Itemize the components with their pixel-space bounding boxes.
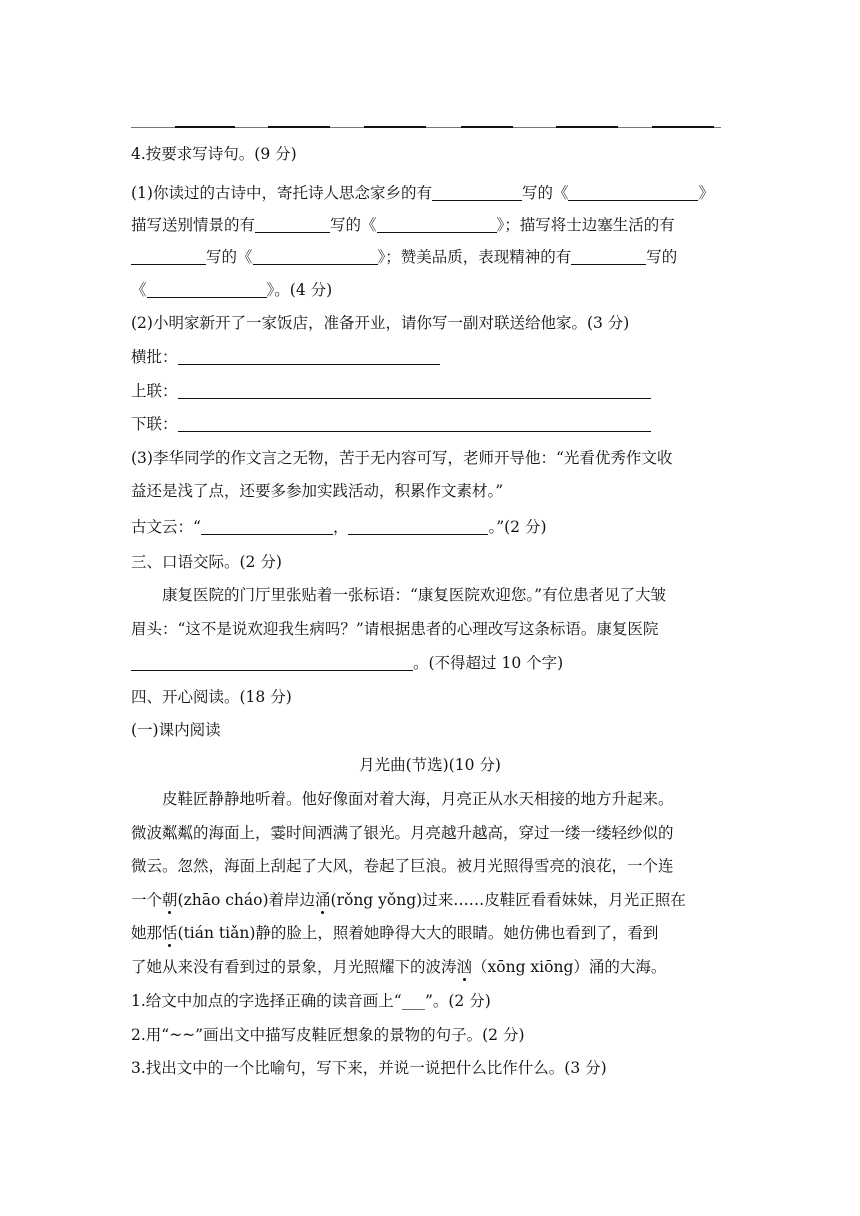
- xialian-blank[interactable]: [178, 415, 651, 432]
- answer-blank[interactable]: [571, 248, 646, 265]
- text: 》: [698, 184, 714, 202]
- q4-part1-line3: [131, 246, 731, 268]
- text: ，: [332, 518, 349, 536]
- question-3: 3.找出文中的一个比喻句，写下来，并说一说把什么比作什么。(3 分): [131, 1059, 607, 1077]
- text: (1)你读过的古诗中，寄托诗人思念家乡的有: [131, 184, 432, 202]
- q4-part1-line4: [131, 279, 731, 301]
- text: 》。(4 分): [266, 281, 333, 299]
- label: 横批：: [131, 348, 178, 366]
- q4-part3-line3: [131, 516, 731, 538]
- text: 写的《: [330, 216, 377, 234]
- text: 》；赞美品质，表现精神的有: [377, 248, 572, 266]
- q4-part1-line1: [131, 182, 731, 204]
- answer-blank[interactable]: [253, 248, 378, 265]
- section-4-subtitle: (一)课内阅读: [131, 721, 221, 739]
- dotted-char: 朝: [162, 891, 178, 909]
- text: 描写送别情景的有: [131, 216, 256, 234]
- passage-line4: [131, 889, 731, 911]
- dotted-char: 汹: [456, 958, 473, 976]
- text: （xōng xiōng）涌的大海。: [472, 958, 667, 976]
- text: 。”(2 分): [488, 518, 547, 536]
- text: 一个: [131, 891, 163, 909]
- q4-part1-line2: [131, 214, 731, 236]
- dotted-char: 涌: [315, 891, 331, 909]
- hengpi-blank[interactable]: [178, 348, 440, 365]
- text: (tián tiǎn)静的脸上，照着她睁得大大的眼睛。她仿佛也看到了，看到: [177, 924, 659, 942]
- question-4-title: 4.按要求写诗句。(9 分): [131, 145, 297, 163]
- label: 下联：: [131, 415, 178, 433]
- passage-line3: 微云。忽然，海面上刮起了大风，卷起了巨浪。被月光照得雪亮的浪花，一个连: [131, 857, 674, 875]
- text: 写的《: [206, 248, 253, 266]
- dotted-char: 恬: [162, 924, 178, 942]
- slogan-blank[interactable]: [131, 654, 413, 671]
- shanglian-blank[interactable]: [178, 382, 651, 399]
- q4-part3-line2: 益还是浅了点，还要多参加实践活动，积累作文素材。”: [131, 482, 504, 500]
- answer-blank[interactable]: [255, 216, 330, 233]
- xialian-line: [131, 413, 731, 435]
- text: 古文云：“: [131, 518, 201, 536]
- passage-line2: 微波粼粼的海面上，霎时间洒满了银光。月亮越升越高，穿过一缕一缕轻纱似的: [131, 824, 674, 842]
- text: 了她从来没有看到过的景象，月光照耀下的波涛: [131, 958, 457, 976]
- question-1: 1.给文中加点的字选择正确的读音画上“___”。(2 分): [131, 992, 491, 1010]
- answer-blank[interactable]: [131, 248, 206, 265]
- passage-line1: 皮鞋匠静静地听着。他好像面对着大海，月亮正从水天相接的地方升起来。: [162, 790, 674, 808]
- answer-blank[interactable]: [201, 518, 333, 535]
- answer-blank[interactable]: [377, 216, 497, 233]
- answer-blank[interactable]: [147, 281, 267, 298]
- passage-line6: [131, 956, 731, 978]
- section-3-line3: [131, 652, 731, 674]
- text: 》；描写将士边塞生活的有: [496, 216, 675, 234]
- shanglian-line: [131, 380, 731, 402]
- answer-blank[interactable]: [348, 518, 488, 535]
- text: 。(不得超过 10 个字): [413, 654, 564, 672]
- section-3-title: 三、口语交际。(2 分): [131, 553, 282, 571]
- answer-blank[interactable]: [432, 184, 522, 201]
- section-3-line2: 眉头：“这不是说欢迎我生病吗？”请根据患者的心理改写这条标语。康复医院: [131, 620, 659, 638]
- passage-line5: [131, 922, 731, 944]
- text: 她那: [131, 924, 163, 942]
- text: 写的: [646, 248, 678, 266]
- passage-title: 月光曲(节选)(10 分): [359, 756, 501, 774]
- question-2: 2.用“~~”画出文中描写皮鞋匠想象的景物的句子。(2 分): [131, 1026, 525, 1044]
- text: (rǒng yǒng)过来……皮鞋匠看看妹妹，月光正照在: [330, 891, 686, 909]
- label: 上联：: [131, 382, 178, 400]
- q4-part3-line1: (3)李华同学的作文言之无物，苦于无内容可写，老师开导他：“光看优秀作文收: [131, 449, 673, 467]
- text: (zhāo cháo)着岸边: [177, 891, 316, 909]
- section-3-line1: 康复医院的门厅里张贴着一张标语：“康复医院欢迎您。”有位患者见了大皱: [162, 586, 667, 604]
- text: 写的《: [521, 184, 569, 202]
- hengpi-line: [131, 346, 731, 368]
- text: 《: [131, 281, 147, 299]
- q4-part2-intro: (2)小明家新开了一家饭店，准备开业，请你写一副对联送给他家。(3 分): [131, 314, 630, 332]
- section-4-title: 四、开心阅读。(18 分): [131, 688, 292, 706]
- answer-blank[interactable]: [568, 184, 698, 201]
